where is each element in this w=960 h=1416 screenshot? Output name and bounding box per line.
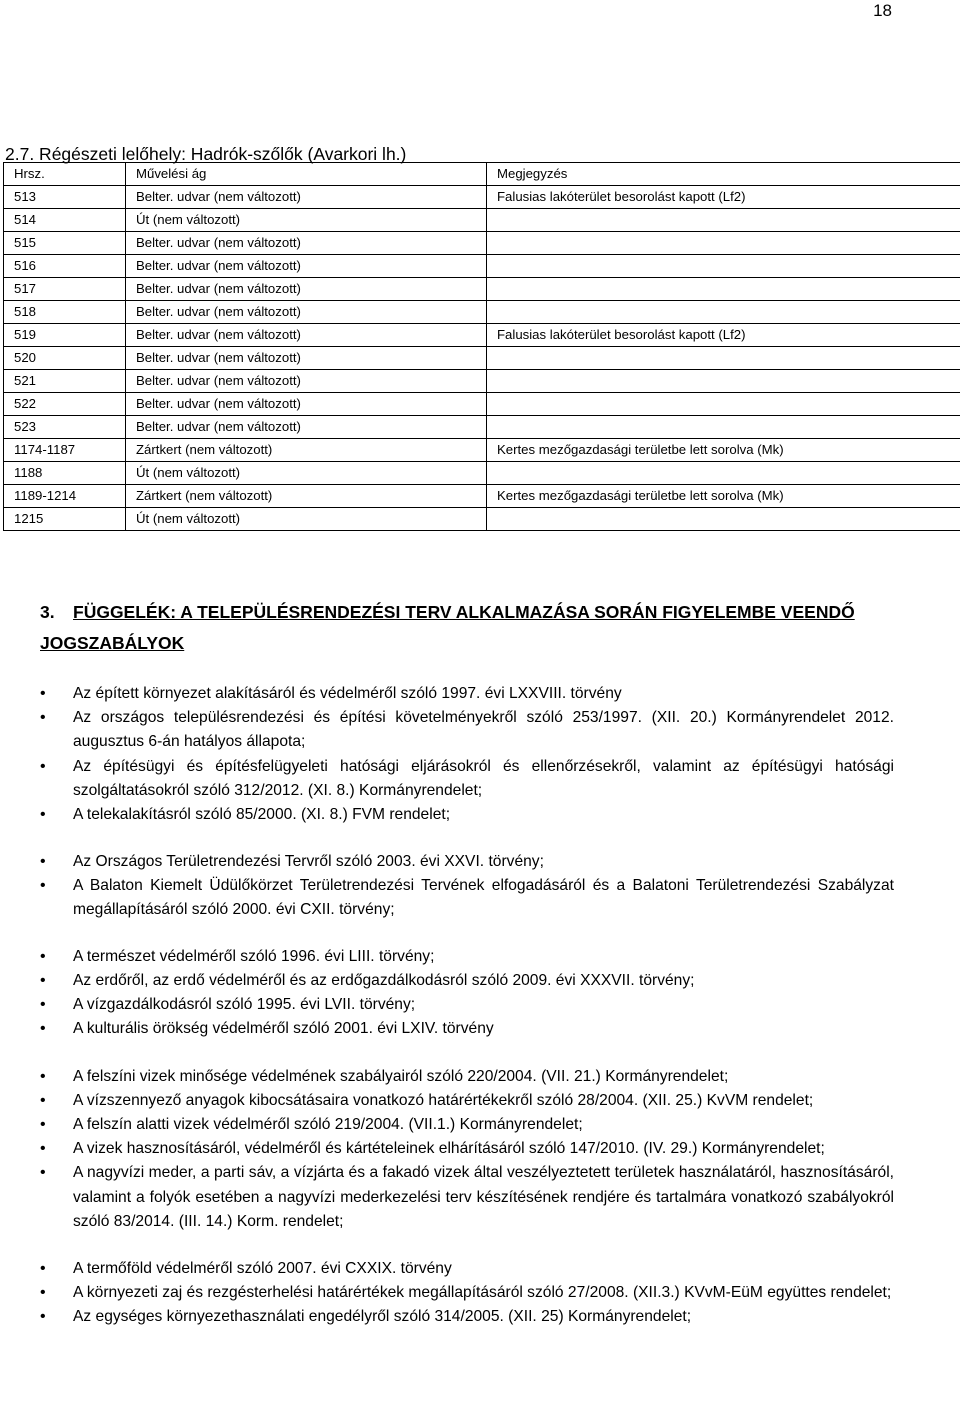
header-muvelesi-ag: Művelési ág <box>126 163 487 186</box>
table-row <box>4 439 960 462</box>
cell-muvelesi-ag: Belter. udvar (nem változott) <box>126 347 487 370</box>
cell-hrsz: 1174-1187 <box>4 439 126 462</box>
cell-muvelesi-ag: Belter. udvar (nem változott) <box>126 370 487 393</box>
list-item: • A nagyvízi meder, a parti sáv, a vízjárta és a fakadó vizek által veszélyeztetett területek használatáról, hasznosításáról, valamint a folyók esetében a nagyvízi mederkezelési terv készítésének rendjére és tartalmára vonatkozó szabályokról szóló 83/2014. (III. 14.) Korm. rendelet; <box>40 1161 894 1234</box>
list-item: • A telekalakításról szóló 85/2000. (XI. 8.) FVM rendelet; <box>40 803 894 827</box>
cell-megjegyzes <box>487 393 960 416</box>
cell-hrsz: 516 <box>4 255 126 278</box>
cell-muvelesi-ag: Belter. udvar (nem változott) <box>126 301 487 324</box>
list-item: • Az országos településrendezési és építési követelményekről szóló 253/1997. (XII. 20.) Kormányrendelet 2012. augusztus 6-án hatályos állapota; <box>40 706 894 754</box>
cell-muvelesi-ag: Zártkert (nem változott) <box>126 485 487 508</box>
cell-megjegyzes <box>487 416 960 439</box>
cell-hrsz: 520 <box>4 347 126 370</box>
cell-hrsz: 1215 <box>4 508 126 531</box>
table-row <box>4 278 960 301</box>
list-item: • A termőföld védelméről szóló 2007. évi CXXIX. törvény <box>40 1257 894 1281</box>
cell-muvelesi-ag: Belter. udvar (nem változott) <box>126 186 487 209</box>
cell-megjegyzes <box>487 278 960 301</box>
cell-muvelesi-ag: Út (nem változott) <box>126 462 487 485</box>
cell-muvelesi-ag: Belter. udvar (nem változott) <box>126 232 487 255</box>
appendix-title-text: FÜGGELÉK: A TELEPÜLÉSRENDEZÉSI TERV ALKALMAZÁSA SORÁN FIGYELEMBE VEENDŐ JOGSZABÁLYOK <box>40 602 855 653</box>
table-row <box>4 462 960 485</box>
cell-hrsz: 523 <box>4 416 126 439</box>
cell-hrsz: 521 <box>4 370 126 393</box>
plot-table <box>3 162 960 531</box>
cell-muvelesi-ag: Zártkert (nem változott) <box>126 439 487 462</box>
cell-megjegyzes <box>487 462 960 485</box>
cell-megjegyzes: Falusias lakóterület besorolást kapott (Lf2) <box>487 186 960 209</box>
list-item: • A természet védelméről szóló 1996. évi LIII. törvény; <box>40 945 894 969</box>
cell-megjegyzes <box>487 347 960 370</box>
table-row <box>4 232 960 255</box>
list-item: • A felszín alatti vizek védelméről szóló 219/2004. (VII.1.) Kormányrendelet; <box>40 1113 894 1137</box>
list-item: • A vízgazdálkodásról szóló 1995. évi LVII. törvény; <box>40 993 894 1017</box>
appendix-title <box>40 597 900 659</box>
list-item: • A felszíni vizek minősége védelmének szabályairól szóló 220/2004. (VII. 21.) Kormányrendelet; <box>40 1065 894 1089</box>
table-header-row <box>4 163 960 186</box>
cell-muvelesi-ag: Belter. udvar (nem változott) <box>126 255 487 278</box>
cell-hrsz: 1188 <box>4 462 126 485</box>
list-item: • A vízszennyező anyagok kibocsátásaira vonatkozó határértékekről szóló 28/2004. (XII. 25.) KvVM rendelet; <box>40 1089 894 1113</box>
cell-megjegyzes: Falusias lakóterület besorolást kapott (Lf2) <box>487 324 960 347</box>
list-item: • A Balaton Kiemelt Üdülőkörzet Területrendezési Tervének elfogadásáról és a Balatoni Területrendezési Szabályzat megállapításáról szóló 2000. évi CXII. törvény; <box>40 874 894 922</box>
table-row <box>4 393 960 416</box>
cell-hrsz: 518 <box>4 301 126 324</box>
header-megjegyzes: Megjegyzés <box>487 163 960 186</box>
cell-hrsz: 514 <box>4 209 126 232</box>
list-item: • Az Országos Területrendezési Tervről szóló 2003. évi XXVI. törvény; <box>40 850 894 874</box>
table-row <box>4 508 960 531</box>
list-item: • Az épített környezet alakításáról és védelméről szóló 1997. évi LXXVIII. törvény <box>40 682 894 706</box>
page-number: 18 <box>873 1 892 20</box>
appendix-number: 3. <box>40 602 55 622</box>
cell-muvelesi-ag: Belter. udvar (nem változott) <box>126 324 487 347</box>
cell-megjegyzes: Kertes mezőgazdasági területbe lett sorolva (Mk) <box>487 485 960 508</box>
table-row <box>4 255 960 278</box>
table-row <box>4 301 960 324</box>
table-row <box>4 416 960 439</box>
table-row <box>4 324 960 347</box>
cell-muvelesi-ag: Út (nem változott) <box>126 508 487 531</box>
cell-megjegyzes: Kertes mezőgazdasági területbe lett sorolva (Mk) <box>487 439 960 462</box>
cell-hrsz: 1189-1214 <box>4 485 126 508</box>
list-item: • A kulturális örökség védelméről szóló 2001. évi LXIV. törvény <box>40 1017 894 1041</box>
table-row <box>4 347 960 370</box>
header-hrsz: Hrsz. <box>4 163 126 186</box>
list-item: • A vizek hasznosításáról, védelméről és kártételeinek elhárításáról szóló 147/2010. (IV. 29.) Kormányrendelet; <box>40 1137 894 1161</box>
list-item: • A környezeti zaj és rezgésterhelési határértékek megállapításáról szóló 27/2008. (XII.3.) KVvM-EüM együttes rendelet; <box>40 1281 894 1305</box>
cell-muvelesi-ag: Belter. udvar (nem változott) <box>126 278 487 301</box>
cell-hrsz: 522 <box>4 393 126 416</box>
plot-table-container <box>3 162 960 531</box>
cell-muvelesi-ag: Út (nem változott) <box>126 209 487 232</box>
cell-megjegyzes <box>487 209 960 232</box>
cell-megjegyzes <box>487 370 960 393</box>
section-heading: 2.7. Régészeti lelőhely: Hadrók-szőlők (Avarkori lh.) <box>5 144 407 164</box>
cell-megjegyzes <box>487 508 960 531</box>
cell-megjegyzes <box>487 301 960 324</box>
list-item: • Az építésügyi és építésfelügyeleti hatósági eljárásokról és ellenőrzésekről, valamint az építésügyi hatósági szolgáltatásokról szóló 312/2012. (XI. 8.) Kormányrendelet; <box>40 755 894 803</box>
list-item: • Az egységes környezethasználati engedélyről szóló 314/2005. (XII. 25) Kormányrendelet; <box>40 1305 894 1329</box>
table-row <box>4 186 960 209</box>
table-row <box>4 209 960 232</box>
table-row <box>4 485 960 508</box>
cell-muvelesi-ag: Belter. udvar (nem változott) <box>126 416 487 439</box>
table-row <box>4 370 960 393</box>
list-item: • Az erdőről, az erdő védelméről és az erdőgazdálkodásról szóló 2009. évi XXXVII. törvény; <box>40 969 894 993</box>
cell-muvelesi-ag: Belter. udvar (nem változott) <box>126 393 487 416</box>
cell-hrsz: 517 <box>4 278 126 301</box>
cell-hrsz: 515 <box>4 232 126 255</box>
cell-megjegyzes <box>487 232 960 255</box>
legislation-list <box>40 682 894 1330</box>
cell-hrsz: 519 <box>4 324 126 347</box>
cell-hrsz: 513 <box>4 186 126 209</box>
cell-megjegyzes <box>487 255 960 278</box>
